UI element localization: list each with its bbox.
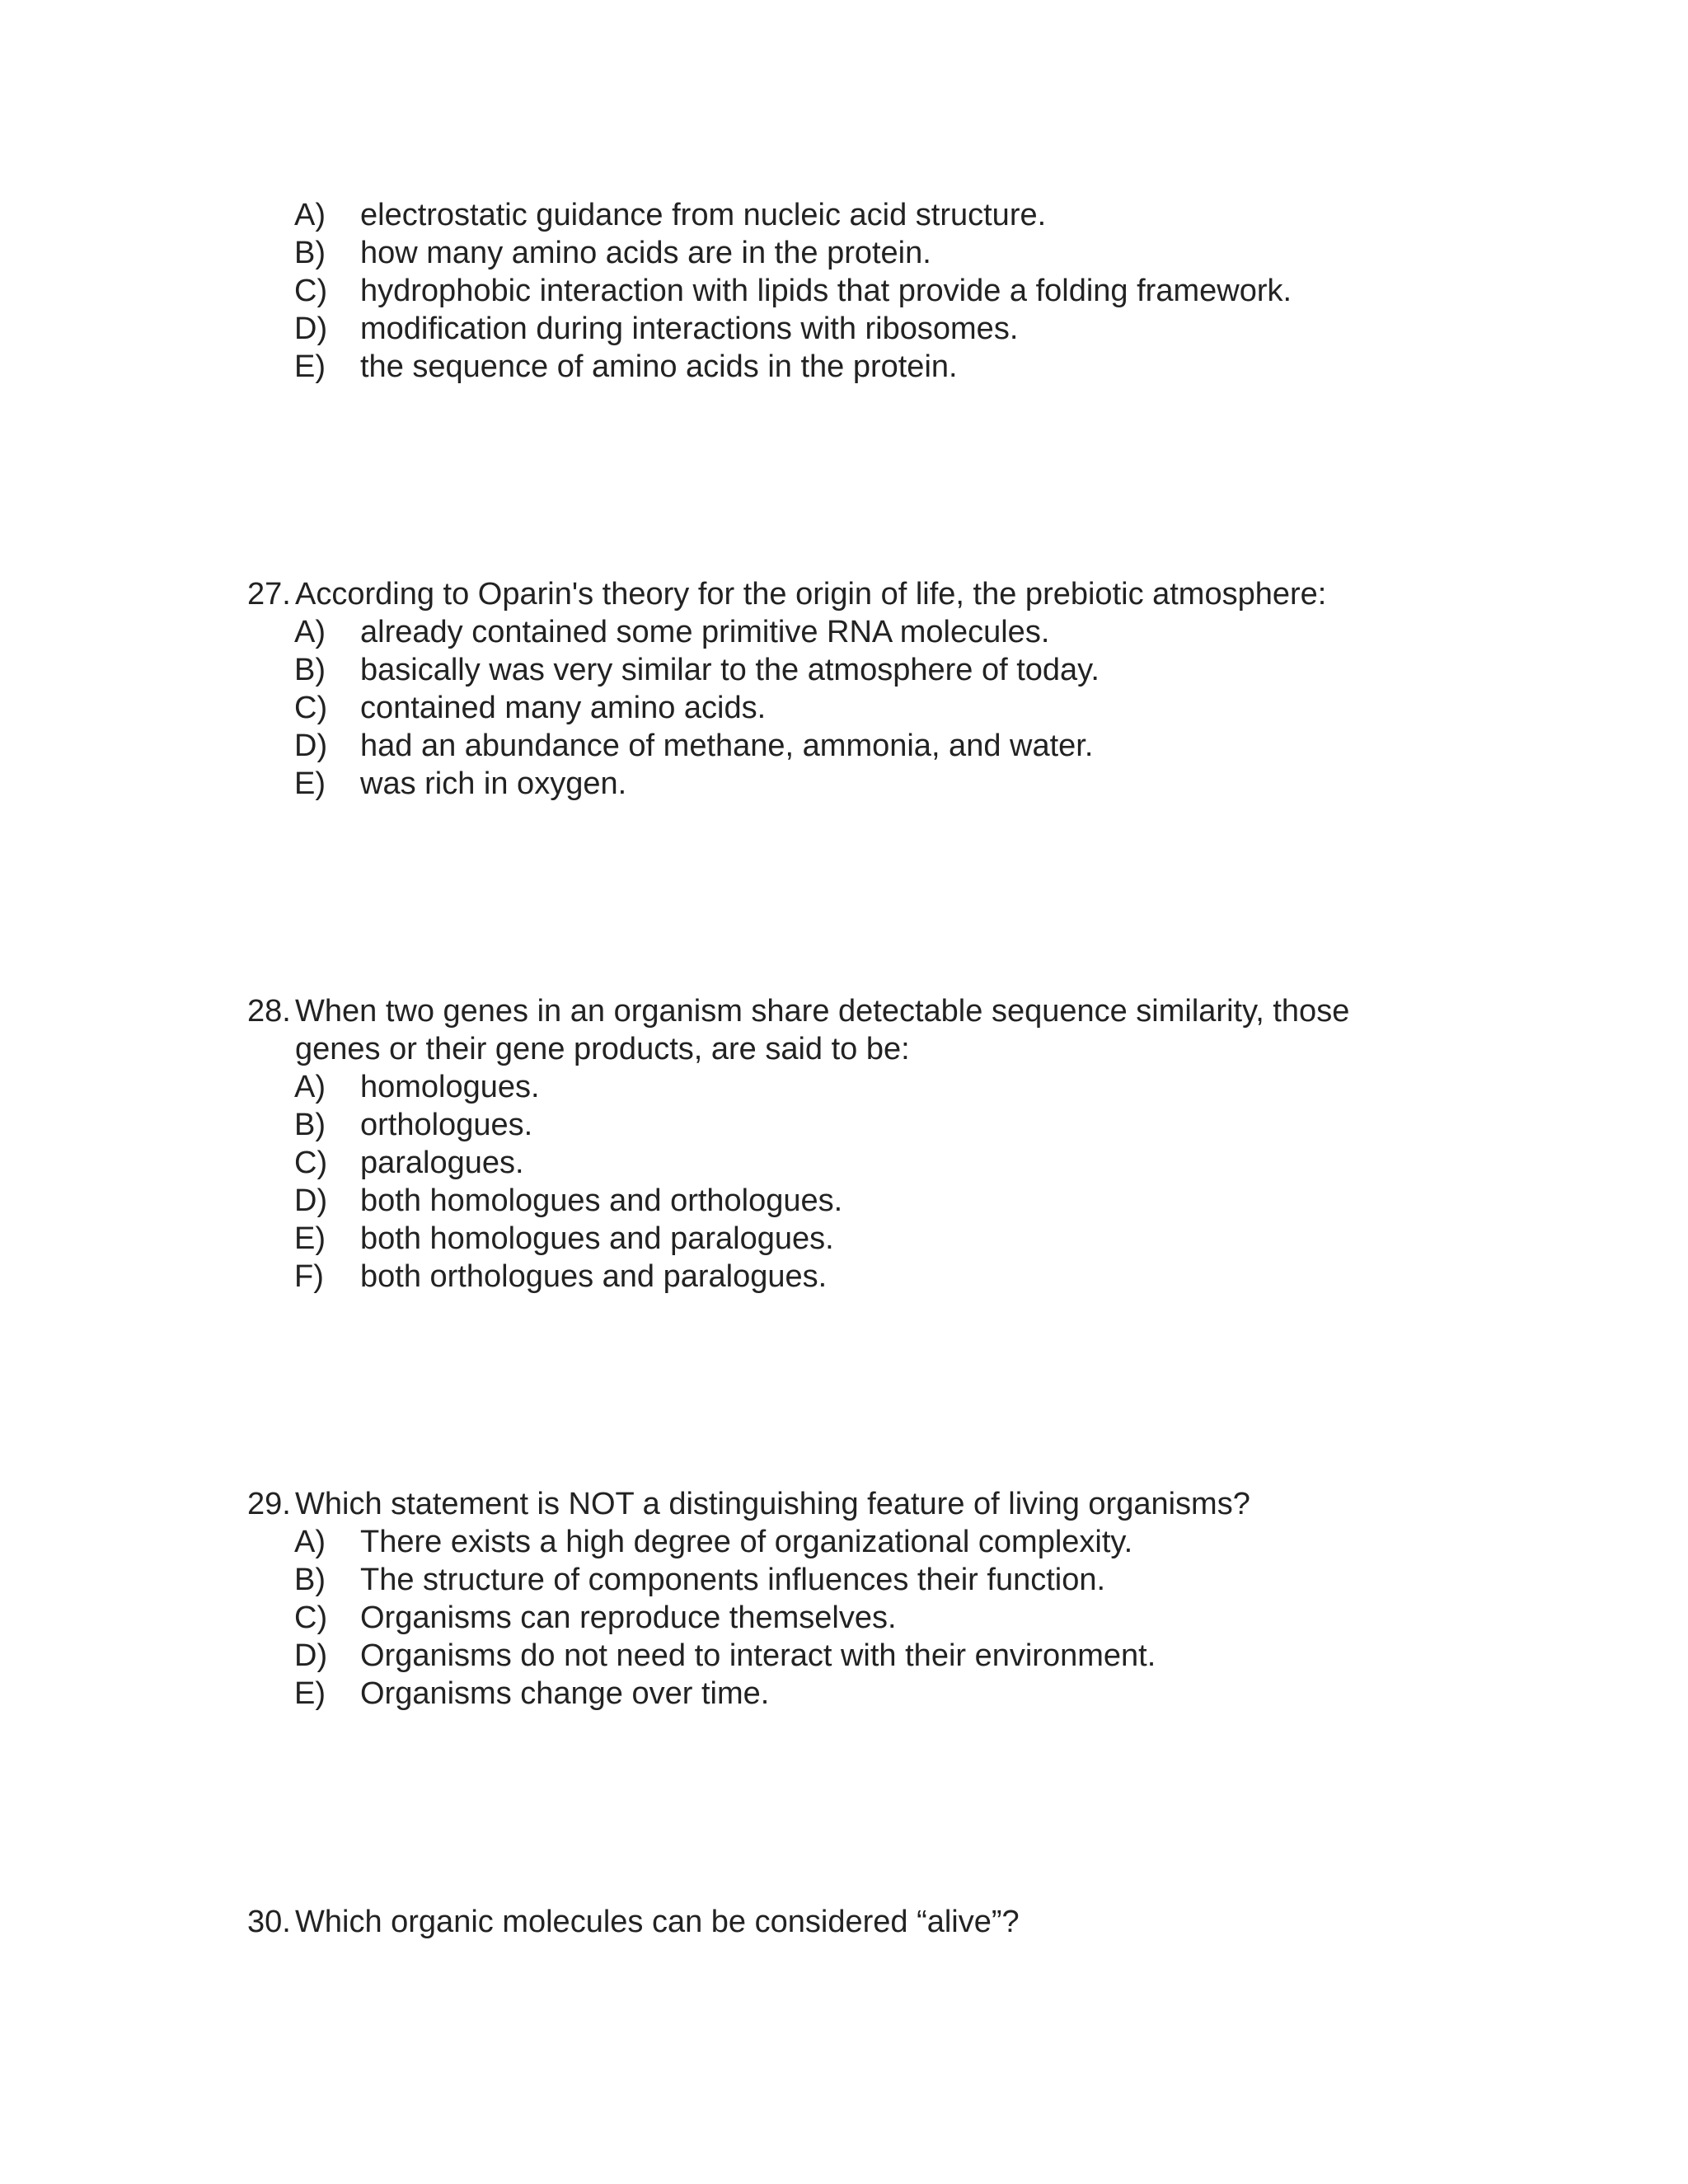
option-26-b: [0, 234, 1688, 272]
option-letter: A): [294, 1070, 326, 1104]
option-text: had an abundance of methane, ammonia, and water.: [360, 729, 1094, 763]
question-text-line-2: genes or their gene products, are said to be:: [295, 1032, 910, 1066]
option-27-d: [0, 727, 1688, 765]
option-27-b: [0, 651, 1688, 689]
option-27-e: [0, 765, 1688, 803]
option-letter: C): [294, 1601, 328, 1635]
option-28-d: [0, 1182, 1688, 1220]
option-letter: D): [294, 1638, 328, 1673]
question-29-stem: [247, 1485, 1688, 1523]
option-text: basically was very similar to the atmosphere of today.: [360, 653, 1100, 687]
question-30-stem: [247, 1903, 1688, 1941]
question-29-block: [0, 1485, 1688, 1713]
option-text: hydrophobic interaction with lipids that provide a folding framework.: [360, 274, 1292, 308]
question-28-stem: [247, 992, 1688, 1068]
option-29-d: [0, 1637, 1688, 1675]
option-text: Organisms do not need to interact with their environment.: [360, 1638, 1156, 1673]
option-letter: D): [294, 1183, 328, 1218]
question-text: Which organic molecules can be considered “alive”?: [295, 1905, 1020, 1939]
option-letter: B): [294, 1563, 326, 1597]
question-26-options: [0, 196, 1688, 386]
option-28-f: [0, 1258, 1688, 1296]
option-28-c: [0, 1144, 1688, 1182]
option-text: homologues.: [360, 1070, 540, 1104]
question-number: 27.: [247, 577, 291, 612]
option-26-c: [0, 272, 1688, 310]
option-letter: F): [294, 1259, 324, 1294]
option-letter: D): [294, 729, 328, 763]
option-29-b: [0, 1561, 1688, 1599]
question-text: Which statement is NOT a distinguishing feature of living organisms?: [295, 1487, 1250, 1521]
option-letter: B): [294, 653, 326, 687]
option-text: Organisms change over time.: [360, 1676, 770, 1711]
option-text: the sequence of amino acids in the protein.: [360, 349, 958, 384]
option-28-a: [0, 1068, 1688, 1106]
option-text: already contained some primitive RNA molecules.: [360, 615, 1050, 649]
option-letter: A): [294, 615, 326, 649]
option-letter: E): [294, 349, 326, 384]
option-text: electrostatic guidance from nucleic acid structure.: [360, 198, 1047, 232]
option-text: how many amino acids are in the protein.: [360, 236, 931, 270]
option-letter: A): [294, 1525, 326, 1559]
question-29-options: [0, 1523, 1688, 1713]
option-letter: C): [294, 1146, 328, 1180]
question-26-block: [0, 196, 1688, 386]
option-27-c: [0, 689, 1688, 727]
option-text: Organisms can reproduce themselves.: [360, 1601, 897, 1635]
option-28-b: [0, 1106, 1688, 1144]
option-29-c: [0, 1599, 1688, 1637]
option-letter: E): [294, 1221, 326, 1256]
option-29-e: [0, 1675, 1688, 1713]
option-26-a: [0, 196, 1688, 234]
option-text: both homologues and orthologues.: [360, 1183, 843, 1218]
question-number: 30.: [247, 1905, 291, 1939]
option-text: contained many amino acids.: [360, 691, 767, 725]
option-text: modification during interactions with ribosomes.: [360, 312, 1019, 346]
question-text-line-1: When two genes in an organism share detectable sequence similarity, those: [295, 994, 1350, 1029]
option-text: was rich in oxygen.: [360, 766, 627, 801]
option-letter: E): [294, 1676, 326, 1711]
question-28-options: [0, 1068, 1688, 1296]
option-text: paralogues.: [360, 1146, 524, 1180]
option-letter: E): [294, 766, 326, 801]
question-number: 29.: [247, 1487, 291, 1521]
option-29-a: [0, 1523, 1688, 1561]
option-text: both orthologues and paralogues.: [360, 1259, 828, 1294]
question-28-block: [0, 992, 1688, 1296]
option-text: The structure of components influences their function.: [360, 1563, 1106, 1597]
option-text: orthologues.: [360, 1108, 533, 1142]
question-27-block: [0, 575, 1688, 803]
question-27-options: [0, 613, 1688, 803]
option-letter: C): [294, 274, 328, 308]
option-letter: B): [294, 1108, 326, 1142]
question-27-stem: [247, 575, 1688, 613]
option-27-a: [0, 613, 1688, 651]
option-letter: D): [294, 312, 328, 346]
option-26-e: [0, 348, 1688, 386]
option-text: both homologues and paralogues.: [360, 1221, 834, 1256]
question-text: According to Oparin's theory for the origin of life, the prebiotic atmosphere:: [295, 577, 1327, 612]
option-letter: A): [294, 198, 326, 232]
option-letter: B): [294, 236, 326, 270]
option-letter: C): [294, 691, 328, 725]
question-number: 28.: [247, 994, 291, 1029]
option-26-d: [0, 310, 1688, 348]
option-text: There exists a high degree of organizational complexity.: [360, 1525, 1133, 1559]
option-28-e: [0, 1220, 1688, 1258]
question-30-block: [0, 1903, 1688, 1941]
